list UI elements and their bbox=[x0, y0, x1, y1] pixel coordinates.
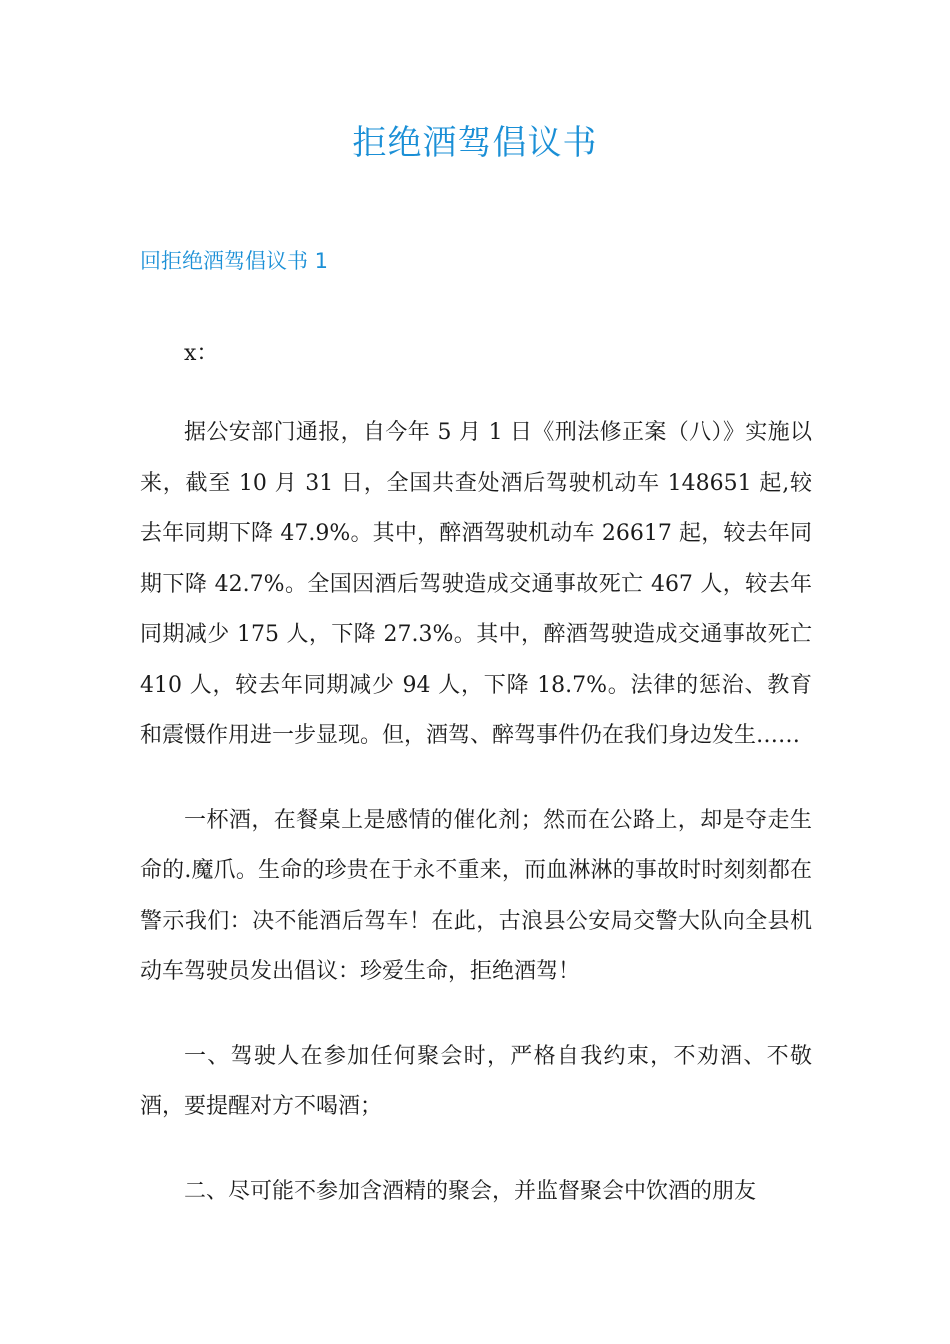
paragraph-item-two: 二、尽可能不参加含酒精的聚会，并监督聚会中饮酒的朋友 bbox=[184, 1178, 757, 1204]
paragraph-statistics: 据公安部门通报，自今年 5 月 1 日《刑法修正案（八）》实施以来，截至 10 月 31 日，全国共查处酒后驾驶机动车 148651 起,较去年同期下降 47.9%。其中，醉酒驾驶机动车 26617 起，较去年同期下降 42.7%。全国因酒后驾驶造成交通事故死亡 467 人，较去年同期减少 175 人，下降 27.3%。其中，醉酒驾驶造成交通事故死亡 410 人，较去年同期减少 94 人，下降 18.7%。法律的惩治、教育和震慑作用进一步显现。但，酒驾、醉驾事件仍在我们身边发生…… bbox=[140, 420, 812, 748]
document-title: 拒绝酒驾倡议书 bbox=[352, 123, 598, 163]
document-body bbox=[140, 334, 812, 1251]
paragraph-appeal: 一杯酒，在餐桌上是感情的催化剂；然而在公路上，却是夺走生命的.魔爪。生命的珍贵在于永不重来，而血淋淋的事故时时刻刻都在警示我们：决不能酒后驾车！在此，古浪县公安局交警大队向全县机动车驾驶员发出倡议：珍爱生命，拒绝酒驾！ bbox=[140, 807, 812, 984]
section-heading: 回拒绝酒驾倡议书 1 bbox=[140, 249, 329, 273]
paragraph-item-one: 一、驾驶人在参加任何聚会时，严格自我约束，不劝酒、不敬酒，要提醒对方不喝酒； bbox=[140, 1043, 812, 1119]
salutation: x： bbox=[184, 341, 219, 366]
